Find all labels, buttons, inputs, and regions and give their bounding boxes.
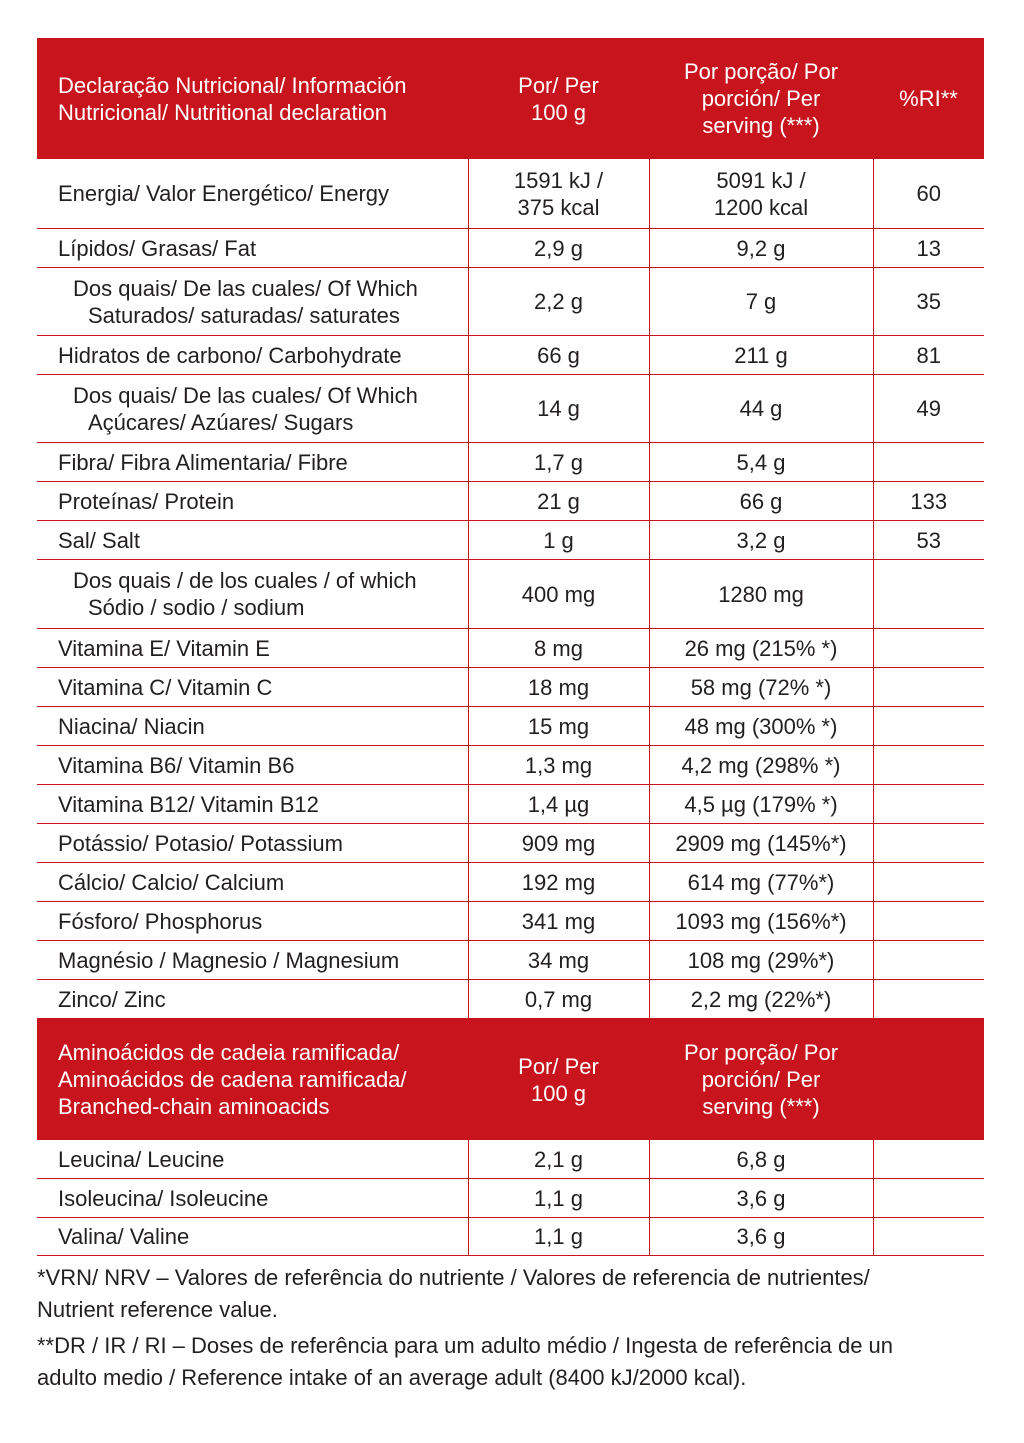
per100-cell <box>468 863 649 902</box>
nutrient-label-cell <box>37 1179 468 1218</box>
per100-value: 909 mg <box>521 830 596 856</box>
nutrient-label-cell <box>37 629 468 668</box>
header-serving: porción/ Per <box>701 1067 821 1092</box>
table-row <box>37 863 984 902</box>
per100-value: 375 kcal <box>517 194 600 220</box>
nutrition-table <box>37 38 984 1256</box>
nutrient-label: Fibra/ Fibra Alimentaria/ Fibre <box>58 449 348 475</box>
ri-cell <box>873 629 984 668</box>
nutrient-label: Lípidos/ Grasas/ Fat <box>58 235 257 261</box>
per100-cell <box>468 1140 649 1179</box>
per100-cell <box>468 980 649 1019</box>
nutrient-label: Sal/ Salt <box>58 527 140 553</box>
table-row <box>37 521 984 560</box>
nutrient-label: Saturados/ saturadas/ saturates <box>88 302 400 328</box>
footnotes <box>37 1262 987 1398</box>
footnote-line: Nutrient reference value. <box>37 1297 278 1322</box>
serving-cell <box>649 941 873 980</box>
nutrient-label-cell <box>37 707 468 746</box>
table-row <box>37 746 984 785</box>
serving-cell <box>649 902 873 941</box>
serving-cell <box>649 1179 873 1218</box>
per100-cell <box>468 1218 649 1256</box>
table-row <box>37 560 984 629</box>
ri-value: 60 <box>916 181 941 206</box>
serving-value: 1200 kcal <box>713 194 809 220</box>
footnote-line: *VRN/ NRV – Valores de referência do nutriente / Valores de referencia de nutrientes/ <box>37 1265 870 1290</box>
per100-cell <box>468 941 649 980</box>
serving-value: 7 g <box>745 289 777 314</box>
per100-value: 400 mg <box>521 581 596 607</box>
per100-cell <box>468 707 649 746</box>
nutrient-label-cell <box>37 268 468 336</box>
serving-value: 5,4 g <box>736 449 786 475</box>
table-row <box>37 482 984 521</box>
nutrient-label: Açúcares/ Azúares/ Sugars <box>88 409 354 435</box>
per100-value: 21 g <box>537 488 580 514</box>
serving-value: 3,6 g <box>736 1185 786 1211</box>
nutrient-label: Magnésio / Magnesio / Magnesium <box>58 947 400 973</box>
table-row <box>37 707 984 746</box>
header-ri: %RI** <box>899 86 958 111</box>
header-label-cell <box>37 1019 468 1141</box>
nutrient-label: Potássio/ Potasio/ Potassium <box>58 830 343 856</box>
header-per100: Por/ Per <box>518 72 599 98</box>
serving-cell <box>649 229 873 268</box>
nutrient-label-cell <box>37 443 468 482</box>
table-row <box>37 980 984 1019</box>
header-per100: Por/ Per <box>518 1053 599 1079</box>
table-row <box>37 268 984 336</box>
table-row <box>37 629 984 668</box>
nutrient-label: Fósforo/ Phosphorus <box>58 908 263 934</box>
per100-value: 66 g <box>537 342 580 368</box>
nutrient-label-cell <box>37 336 468 375</box>
nutrient-label-cell <box>37 159 468 229</box>
table-row <box>37 902 984 941</box>
nutrient-label: Vitamina B6/ Vitamin B6 <box>58 752 295 778</box>
table-row <box>37 941 984 980</box>
ri-cell <box>873 560 984 629</box>
per100-value: 1591 kJ / <box>513 167 604 193</box>
per100-value: 15 mg <box>527 713 590 739</box>
serving-cell <box>649 375 873 443</box>
nutrient-label: Vitamina C/ Vitamin C <box>58 674 273 700</box>
serving-value: 108 mg (29%*) <box>687 947 835 973</box>
header-label-cell <box>37 38 468 159</box>
nutrient-label-cell <box>37 1140 468 1179</box>
per100-value: 0,7 mg <box>524 986 593 1012</box>
header-serving: Por porção/ Por <box>683 1040 839 1065</box>
header-label: Aminoácidos de cadeia ramificada/ <box>58 1040 400 1065</box>
per100-cell <box>468 229 649 268</box>
header-serving-cell <box>649 1019 873 1141</box>
serving-value: 3,2 g <box>736 527 786 553</box>
per100-value: 192 mg <box>521 869 596 895</box>
header-label: Aminoácidos de cadena ramificada/ <box>58 1067 407 1092</box>
ri-cell <box>873 375 984 443</box>
ri-value: 53 <box>916 527 941 553</box>
table-row <box>37 824 984 863</box>
ri-cell <box>873 1179 984 1218</box>
per100-value: 14 g <box>537 396 580 421</box>
serving-value: 26 mg (215% *) <box>684 635 838 661</box>
nutrient-label-cell <box>37 560 468 629</box>
ri-cell <box>873 863 984 902</box>
table-row <box>37 443 984 482</box>
table-row <box>37 336 984 375</box>
table-row <box>37 375 984 443</box>
nutrient-label: Leucina/ Leucine <box>58 1146 225 1172</box>
ri-cell <box>873 1218 984 1256</box>
per100-cell <box>468 268 649 336</box>
bcaa-header <box>37 1019 984 1141</box>
nutrient-label: Dos quais/ De las cuales/ Of Which <box>73 275 418 301</box>
serving-value: 4,5 µg (179% *) <box>684 791 838 817</box>
header-label: Declaração Nutricional/ Información <box>58 72 407 98</box>
serving-cell <box>649 824 873 863</box>
ri-cell <box>873 902 984 941</box>
header-serving: Por porção/ Por <box>683 59 839 84</box>
ri-cell <box>873 229 984 268</box>
serving-value: 211 g <box>734 342 788 368</box>
nutrient-label: Valina/ Valine <box>58 1224 190 1249</box>
per100-value: 2,9 g <box>534 235 583 261</box>
serving-cell <box>649 629 873 668</box>
serving-cell <box>649 560 873 629</box>
header-ri-cell <box>873 1019 984 1141</box>
nutrient-label-cell <box>37 863 468 902</box>
per100-value: 1,1 g <box>534 1185 583 1211</box>
per100-cell <box>468 443 649 482</box>
nutrient-label: Isoleucina/ Isoleucine <box>58 1185 269 1211</box>
serving-cell <box>649 707 873 746</box>
per100-value: 1,3 mg <box>524 752 593 778</box>
table-header <box>37 38 984 159</box>
nutrient-label: Dos quais / de los cuales / of which <box>73 568 417 593</box>
header-serving: serving (***) <box>702 1094 820 1119</box>
nutrient-label-cell <box>37 521 468 560</box>
serving-value: 5091 kJ / <box>716 167 806 193</box>
ri-value: 13 <box>916 235 941 261</box>
header-per100: 100 g <box>530 99 587 125</box>
header-per100-cell <box>468 1019 649 1141</box>
per100-value: 2,1 g <box>534 1146 583 1172</box>
ri-value: 49 <box>916 396 941 421</box>
nutrient-label-cell <box>37 482 468 521</box>
table-row <box>37 1218 984 1256</box>
ri-value: 81 <box>916 342 941 368</box>
per100-cell <box>468 824 649 863</box>
serving-value: 58 mg (72% *) <box>690 674 832 700</box>
table-row <box>37 229 984 268</box>
serving-cell <box>649 521 873 560</box>
table-row <box>37 1179 984 1218</box>
serving-value: 48 mg (300% *) <box>684 713 838 739</box>
footnote-line: **DR / IR / RI – Doses de referência para um adulto médio / Ingesta de referência de un <box>37 1333 894 1358</box>
table-row <box>37 785 984 824</box>
nutrient-label-cell <box>37 668 468 707</box>
nutrient-label: Vitamina E/ Vitamin E <box>58 635 270 661</box>
per100-cell <box>468 375 649 443</box>
ri-cell <box>873 336 984 375</box>
per100-value: 8 mg <box>534 635 583 661</box>
per100-cell <box>468 902 649 941</box>
serving-cell <box>649 785 873 824</box>
nutrition-table-container <box>37 38 984 1256</box>
ri-value: 133 <box>910 488 948 514</box>
nutrient-label-cell <box>37 941 468 980</box>
serving-value: 9,2 g <box>736 235 786 261</box>
nutrient-label: Dos quais/ De las cuales/ Of Which <box>73 382 418 408</box>
per100-value: 341 mg <box>521 908 596 934</box>
nutrient-label: Energia/ Valor Energético/ Energy <box>58 181 389 206</box>
serving-cell <box>649 443 873 482</box>
header-label: Nutricional/ Nutritional declaration <box>58 99 387 125</box>
serving-cell <box>649 1218 873 1256</box>
per100-cell <box>468 521 649 560</box>
ri-cell <box>873 824 984 863</box>
serving-cell <box>649 746 873 785</box>
nutrient-label-cell <box>37 375 468 443</box>
per100-value: 2,2 g <box>534 289 583 314</box>
serving-value: 66 g <box>739 488 783 514</box>
per100-value: 1 g <box>543 527 574 553</box>
ri-cell <box>873 707 984 746</box>
header-serving-cell <box>649 38 873 159</box>
serving-value: 3,6 g <box>736 1224 786 1249</box>
serving-cell <box>649 159 873 229</box>
per100-cell <box>468 560 649 629</box>
nutrient-label: Zinco/ Zinc <box>58 986 166 1012</box>
ri-cell <box>873 159 984 229</box>
header-per100-cell <box>468 38 649 159</box>
per100-value: 34 mg <box>527 947 590 973</box>
serving-value: 4,2 mg (298% *) <box>681 752 841 778</box>
per100-value: 1,7 g <box>534 449 583 475</box>
per100-cell <box>468 1179 649 1218</box>
serving-cell <box>649 268 873 336</box>
header-serving: serving (***) <box>702 113 820 138</box>
nutrient-label-cell <box>37 1218 468 1256</box>
ri-cell <box>873 482 984 521</box>
nutrient-label-cell <box>37 785 468 824</box>
per100-cell <box>468 746 649 785</box>
nutrient-label-cell <box>37 980 468 1019</box>
serving-cell <box>649 863 873 902</box>
table-row <box>37 1140 984 1179</box>
ri-cell <box>873 668 984 707</box>
ri-cell <box>873 1140 984 1179</box>
ri-value: 35 <box>916 289 941 314</box>
ri-cell <box>873 746 984 785</box>
serving-value: 2,2 mg (22%*) <box>690 986 832 1012</box>
footnote-line: adulto medio / Reference intake of an average adult (8400 kJ/2000 kcal). <box>37 1365 747 1390</box>
table-row <box>37 159 984 229</box>
header-ri-cell <box>873 38 984 159</box>
nutrient-label: Vitamina B12/ Vitamin B12 <box>58 791 319 817</box>
per100-cell <box>468 482 649 521</box>
ri-cell <box>873 941 984 980</box>
serving-cell <box>649 1140 873 1179</box>
header-serving: porción/ Per <box>701 86 821 111</box>
nutrient-label-cell <box>37 824 468 863</box>
per100-value: 1,4 µg <box>527 791 590 817</box>
ri-cell <box>873 785 984 824</box>
nutrient-label-cell <box>37 902 468 941</box>
nutrient-label: Sódio / sodio / sodium <box>88 595 305 620</box>
header-per100: 100 g <box>530 1080 587 1106</box>
table-row <box>37 668 984 707</box>
serving-value: 614 mg (77%*) <box>687 869 835 895</box>
per100-cell <box>468 629 649 668</box>
per100-cell <box>468 668 649 707</box>
nutrient-label: Proteínas/ Protein <box>58 488 235 514</box>
per100-value: 1,1 g <box>534 1224 583 1249</box>
per100-cell <box>468 785 649 824</box>
nutrient-label: Niacina/ Niacin <box>58 713 205 739</box>
per100-value: 18 mg <box>527 674 590 700</box>
serving-value: 6,8 g <box>736 1146 786 1172</box>
serving-cell <box>649 980 873 1019</box>
ri-cell <box>873 268 984 336</box>
nutrient-label-cell <box>37 746 468 785</box>
serving-value: 44 g <box>739 396 783 421</box>
ri-cell <box>873 980 984 1019</box>
serving-cell <box>649 482 873 521</box>
serving-value: 2909 mg (145%*) <box>675 830 847 856</box>
per100-cell <box>468 159 649 229</box>
serving-value: 1093 mg (156%*) <box>675 908 847 934</box>
nutrient-label-cell <box>37 229 468 268</box>
ri-cell <box>873 443 984 482</box>
header-label: Branched-chain aminoacids <box>58 1094 330 1119</box>
serving-cell <box>649 668 873 707</box>
serving-cell <box>649 336 873 375</box>
serving-value: 1280 mg <box>718 581 804 607</box>
footnote-ri <box>37 1330 987 1394</box>
per100-cell <box>468 336 649 375</box>
ri-cell <box>873 521 984 560</box>
nutrient-label: Hidratos de carbono/ Carbohydrate <box>58 342 402 368</box>
nutrient-label: Cálcio/ Calcio/ Calcium <box>58 869 285 895</box>
footnote-nrv <box>37 1262 987 1326</box>
